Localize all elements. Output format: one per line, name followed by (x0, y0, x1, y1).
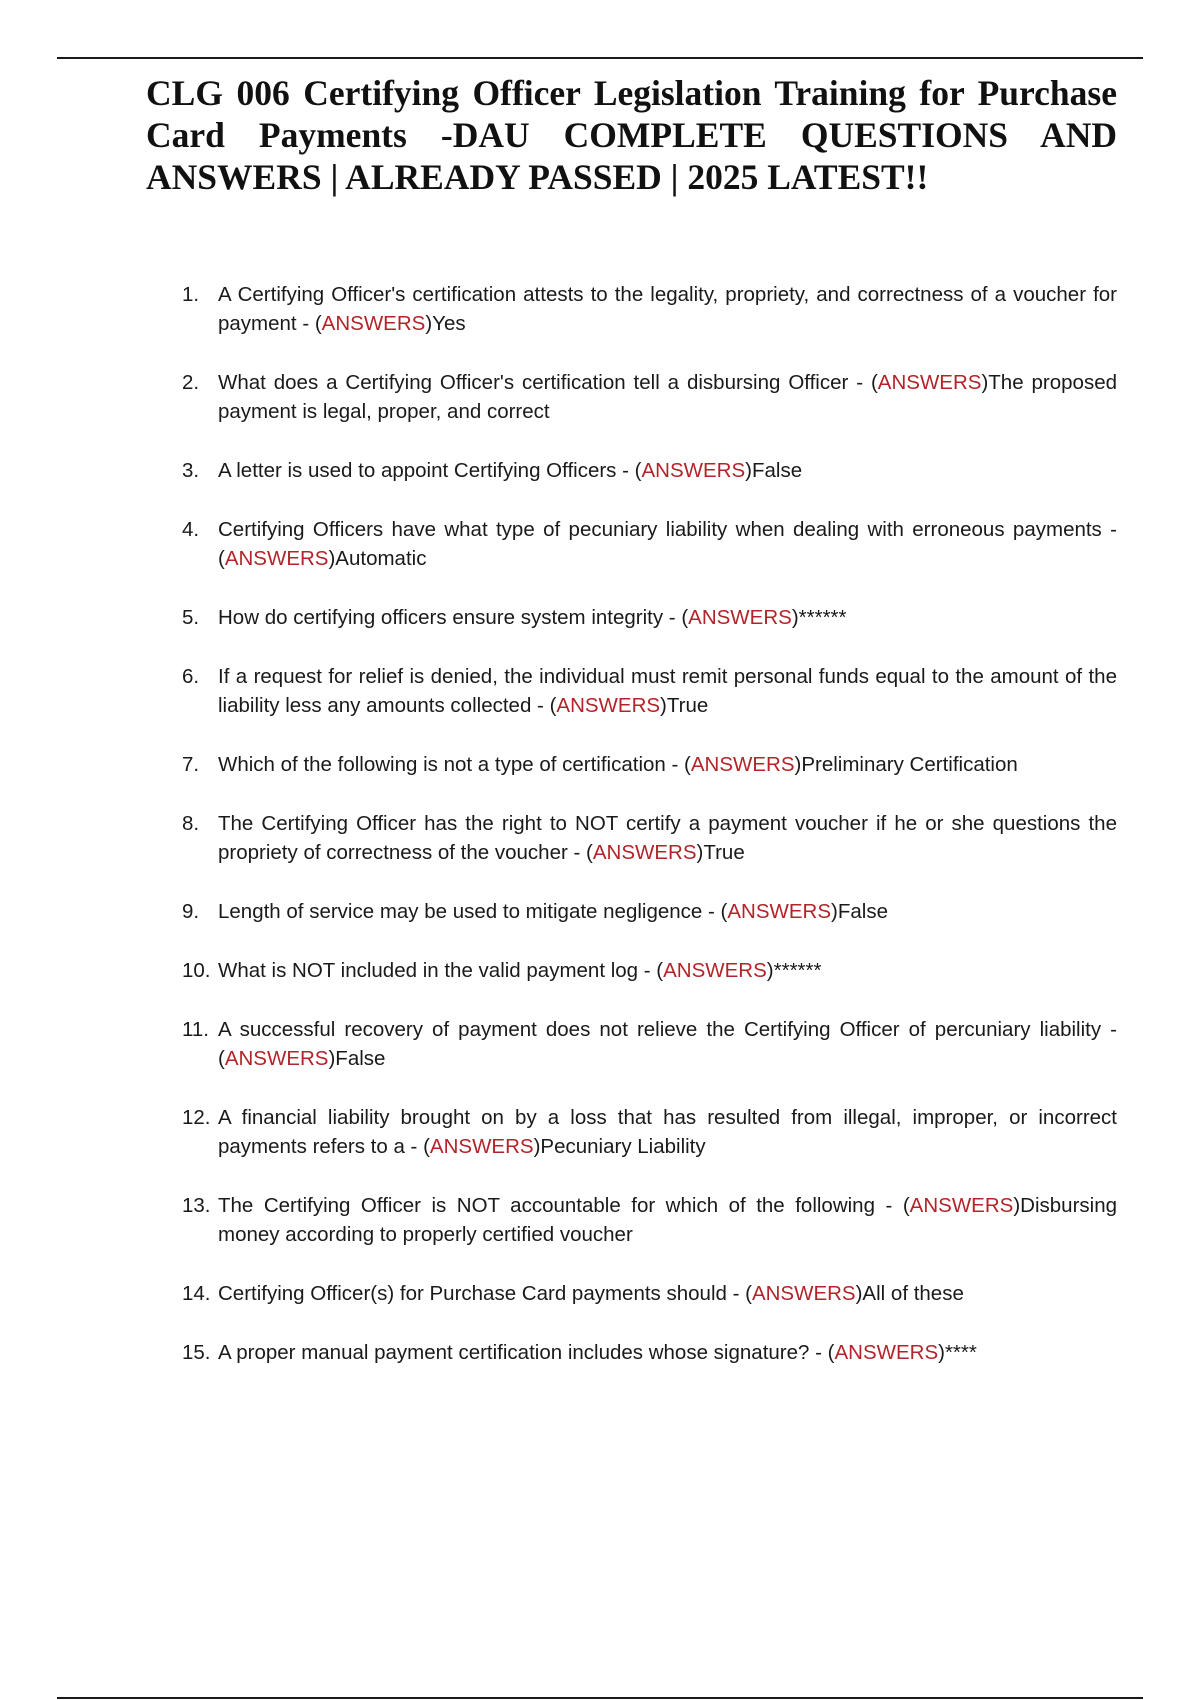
item-text (218, 603, 1117, 632)
answer-text: )All of these (855, 1282, 964, 1305)
answer-text: )True (660, 694, 709, 717)
item-number: 12. (182, 1106, 211, 1129)
answer-text: )**** (938, 1341, 977, 1364)
item-number: 8. (182, 812, 200, 835)
answer-text: )****** (791, 606, 847, 629)
answer-text: )Disbursing money according to properly certified voucher (218, 1194, 1117, 1246)
answer-text: )Preliminary Certification (794, 753, 1018, 776)
answer-label: ANSWERS (321, 312, 426, 335)
item-number: 6. (182, 665, 200, 688)
item-text (218, 1279, 1117, 1308)
item-text (218, 280, 1117, 338)
question-text: A letter is used to appoint Certifying Officers - ( (218, 459, 642, 482)
question-text: The Certifying Officer has the right to NOT certify a payment voucher if he or she questions the propriety of correctness of the voucher - ( (218, 812, 1117, 864)
item-text (218, 515, 1117, 573)
list-item (182, 662, 1117, 720)
list-item (182, 456, 1117, 485)
question-text: Certifying Officer(s) for Purchase Card payments should - ( (218, 1282, 752, 1305)
answer-label: ANSWERS (429, 1135, 534, 1158)
answer-text: )Yes (425, 312, 466, 335)
document-title: CLG 006 Certifying Officer Legislation Training for Purchase Card Payments -DAU COMPLETE QUESTIONS AND ANSWERS | ALREADY PASSED | 2025 LATEST!! (146, 73, 1117, 197)
question-text: What does a Certifying Officer's certification tell a disbursing Officer - ( (218, 371, 878, 394)
item-number: 5. (182, 606, 200, 629)
item-number: 4. (182, 518, 200, 541)
list-item (182, 956, 1117, 985)
answer-text: )Automatic (328, 547, 427, 570)
list-item (182, 515, 1117, 573)
question-text: Which of the following is not a type of certification - ( (218, 753, 691, 776)
answer-label: ANSWERS (224, 547, 329, 570)
answer-label: ANSWERS (663, 959, 767, 982)
answer-label: ANSWERS (688, 606, 792, 629)
list-item (182, 1279, 1117, 1308)
answer-text: )Pecuniary Liability (533, 1135, 706, 1158)
item-number: 2. (182, 371, 200, 394)
answer-label: ANSWERS (751, 1282, 856, 1305)
answer-text: )****** (766, 959, 822, 982)
question-text: Length of service may be used to mitigate negligence - ( (218, 900, 728, 923)
item-text (218, 750, 1117, 779)
item-text (218, 897, 1117, 926)
list-item (182, 750, 1117, 779)
answer-label: ANSWERS (592, 841, 697, 864)
item-text (218, 809, 1117, 867)
item-number: 13. (182, 1194, 211, 1217)
item-number: 1. (182, 283, 200, 306)
list-item (182, 1015, 1117, 1073)
item-number: 15. (182, 1341, 211, 1364)
answer-text: )False (745, 459, 803, 482)
question-text: A financial liability brought on by a loss that has resulted from illegal, improper, or incorrect payments refers to a - ( (218, 1106, 1117, 1158)
question-text: The Certifying Officer is NOT accountable for which of the following - ( (218, 1194, 910, 1217)
answer-label: ANSWERS (834, 1341, 939, 1364)
answer-label: ANSWERS (556, 694, 661, 717)
item-number: 3. (182, 459, 200, 482)
answer-label: ANSWERS (877, 371, 982, 394)
list-item (182, 603, 1117, 632)
answer-label: ANSWERS (909, 1194, 1014, 1217)
question-text: A proper manual payment certification includes whose signature? - ( (218, 1341, 835, 1364)
answer-label: ANSWERS (641, 459, 746, 482)
item-text (218, 368, 1117, 426)
question-text: Certifying Officers have what type of pecuniary liability when dealing with erroneous payments - ( (218, 518, 1117, 570)
question-text: How do certifying officers ensure system integrity - ( (218, 606, 689, 629)
top-rule (57, 57, 1143, 59)
answer-text: )True (696, 841, 745, 864)
question-text: If a request for relief is denied, the individual must remit personal funds equal to the amount of the liability less any amounts collected - ( (218, 665, 1117, 717)
list-item (182, 1191, 1117, 1249)
item-number: 10. (182, 959, 211, 982)
item-text (218, 1191, 1117, 1249)
item-number: 7. (182, 753, 200, 776)
item-text (218, 1338, 1117, 1367)
item-number: 14. (182, 1282, 211, 1305)
list-item (182, 897, 1117, 926)
list-item (182, 368, 1117, 426)
list-item (182, 809, 1117, 867)
item-number: 11. (182, 1018, 209, 1041)
answer-label: ANSWERS (224, 1047, 329, 1070)
list-item (182, 1103, 1117, 1161)
item-text (218, 662, 1117, 720)
item-text (218, 956, 1117, 985)
answer-label: ANSWERS (690, 753, 795, 776)
question-text: A Certifying Officer's certification attests to the legality, propriety, and correctness of a voucher for payment - ( (218, 283, 1117, 335)
question-text: A successful recovery of payment does not relieve the Certifying Officer of percuniary liability - ( (218, 1018, 1117, 1070)
item-text (218, 1015, 1117, 1073)
answer-text: )False (328, 1047, 386, 1070)
question-text: What is NOT included in the valid payment log - ( (218, 959, 664, 982)
item-text (218, 1103, 1117, 1161)
list-item (182, 1338, 1117, 1367)
bottom-rule (57, 1697, 1143, 1699)
answer-text: )False (831, 900, 888, 923)
answer-label: ANSWERS (727, 900, 832, 923)
list-item (182, 280, 1117, 338)
item-number: 9. (182, 900, 200, 923)
qa-list (182, 280, 1117, 1397)
item-text (218, 456, 1117, 485)
answer-text: )The proposed payment is legal, proper, and correct (218, 371, 1117, 423)
